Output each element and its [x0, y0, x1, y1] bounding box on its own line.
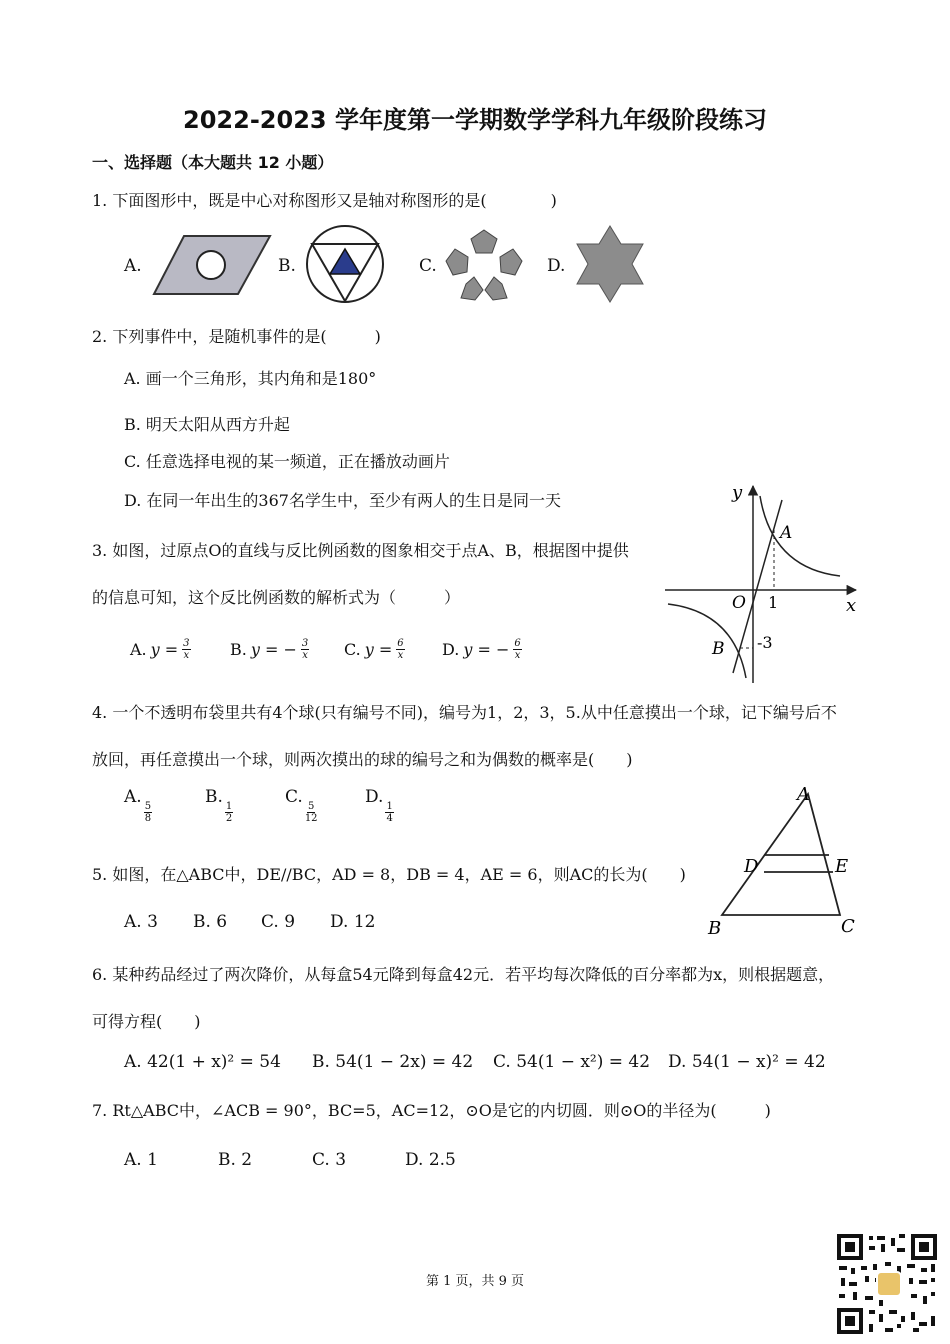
q6-option-d: D. 54(1 − x)² = 42: [668, 1052, 826, 1072]
q3-option-label: A.: [130, 640, 147, 659]
q2-option-c: C. 任意选择电视的某一频道，正在播放动画片: [124, 452, 450, 471]
q3-option-den: x: [397, 650, 404, 661]
q6-option-a: A. 42(1 + x)² = 54: [124, 1052, 281, 1072]
page-title: 2022-2023 学年度第一学期数学学科九年级阶段练习: [183, 106, 767, 134]
q3-option-d: [442, 638, 522, 661]
q1-option-a-label: A.: [124, 256, 142, 276]
page-footer: 第 1 页，共 9 页: [425, 1274, 525, 1289]
graph-point-a: A: [780, 523, 793, 543]
question-6-line-1: 6. 某种药品经过了两次降价，从每盒54元降到每盒42元．若平均每次降低的百分率都为x，则根据题意，: [92, 965, 835, 984]
question-1-stem: 1. 下面图形中，既是中心对称图形又是轴对称图形的是( ): [92, 191, 557, 210]
q6-option-b: B. 54(1 − 2x) = 42: [312, 1052, 474, 1072]
question-6-line-2: 可得方程( ): [92, 1012, 201, 1031]
triangle-label-b: B: [708, 918, 722, 939]
triangle-label-e: E: [835, 856, 849, 877]
q3-option-label: D.: [442, 640, 460, 659]
q4-option-c: [285, 787, 318, 824]
question-3-line-2: 的信息可知，这个反比例函数的解析式为（ ）: [92, 588, 461, 607]
q3-option-c: [344, 638, 405, 661]
graph-origin-label: O: [732, 593, 746, 613]
q5-option-b: B. 6: [193, 912, 228, 932]
q2-option-b: B. 明天太阳从西方升起: [124, 415, 290, 434]
q4-option-label: C.: [285, 787, 303, 807]
q3-option-num: 6: [514, 638, 521, 649]
q4-option-num: 5: [307, 801, 315, 812]
q4-option-den: 8: [144, 813, 152, 824]
q2-option-a: A. 画一个三角形，其内角和是180°: [124, 369, 377, 388]
triangle-label-d: D: [744, 856, 759, 877]
q4-option-label: D.: [365, 787, 384, 807]
q4-option-den: 12: [304, 813, 318, 824]
q3-option-den: x: [514, 650, 521, 661]
q1-option-c-label: C.: [419, 256, 437, 276]
graph-tick-x: 1: [768, 593, 779, 612]
q4-option-num: 1: [225, 801, 233, 812]
hyperbola-graph: [660, 478, 870, 688]
q4-option-a: [124, 787, 152, 824]
q3-option-expr: y =: [150, 640, 179, 659]
q4-option-d: [365, 787, 394, 824]
question-2-stem: 2. 下列事件中，是随机事件的是( ): [92, 327, 381, 346]
q4-option-label: A.: [124, 787, 142, 807]
figure-parallelogram-with-circle: [150, 230, 275, 298]
graph-y-label: y: [732, 482, 743, 503]
graph-point-b: B: [712, 639, 725, 659]
question-4-line-1: 4. 一个不透明布袋里共有4个球(只有编号不同)，编号为1，2，3，5.从中任意摸出一个球，记下编号后不: [92, 703, 837, 722]
figure-circle-triangles: [304, 222, 386, 306]
question-5-stem: 5. 如图，在△ABC中，DE//BC，AD = 8，DB = 4，AE = 6，则AC的长为( ): [92, 865, 686, 884]
q3-option-expr: y = −: [463, 640, 510, 659]
q7-option-d: D. 2.5: [405, 1150, 456, 1170]
q3-option-b: [230, 638, 309, 661]
triangle-label-c: C: [841, 916, 855, 937]
q4-option-label: B.: [205, 787, 223, 807]
q5-option-d: D. 12: [330, 912, 376, 932]
q3-option-den: x: [302, 650, 308, 661]
triangle-figure: [700, 780, 870, 942]
question-3-line-1: 3. 如图，过原点O的直线与反比例函数的图象相交于点A、B，根据图中提供: [92, 541, 629, 560]
q3-option-label: B.: [230, 640, 247, 659]
q3-option-a: [130, 638, 191, 661]
q1-option-b-label: B.: [278, 256, 296, 276]
question-4-line-2: 放回，再任意摸出一个球，则两次摸出的球的编号之和为偶数的概率是( ): [92, 750, 633, 769]
q3-option-expr: y = −: [250, 640, 297, 659]
q4-option-den: 4: [386, 813, 393, 824]
q3-option-label: C.: [344, 640, 361, 659]
q2-option-d: D. 在同一年出生的367名学生中，至少有两人的生日是同一天: [124, 491, 561, 510]
qr-logo-icon: [877, 1272, 901, 1296]
figure-five-pentagons: [442, 226, 526, 302]
q6-option-c: C. 54(1 − x²) = 42: [493, 1052, 651, 1072]
section-heading: 一、选择题（本大题共 12 小题）: [92, 153, 334, 172]
q3-option-num: 6: [397, 638, 404, 649]
figure-six-point-star: [572, 224, 648, 304]
q4-option-num: 5: [144, 801, 152, 812]
q7-option-a: A. 1: [124, 1150, 158, 1170]
q5-option-a: A. 3: [124, 912, 158, 932]
qr-code: [835, 1232, 939, 1336]
q4-option-den: 2: [225, 813, 233, 824]
triangle-label-a: A: [797, 784, 810, 805]
q1-option-d-label: D.: [547, 256, 566, 276]
q3-option-den: x: [183, 650, 190, 661]
q7-option-b: B. 2: [218, 1150, 253, 1170]
q4-option-num: 1: [386, 801, 393, 812]
q3-option-expr: y =: [364, 640, 393, 659]
q5-option-c: C. 9: [261, 912, 296, 932]
q7-option-c: C. 3: [312, 1150, 347, 1170]
graph-tick-y: -3: [757, 633, 773, 652]
q3-option-num: 3: [183, 638, 190, 649]
graph-x-label: x: [846, 595, 857, 616]
question-7-stem: 7. Rt△ABC中，∠ACB = 90°，BC=5，AC=12，⊙O是它的内切圆．则⊙O的半径为( ): [92, 1101, 771, 1120]
q4-option-b: [205, 787, 233, 824]
q3-option-num: 3: [301, 638, 309, 649]
